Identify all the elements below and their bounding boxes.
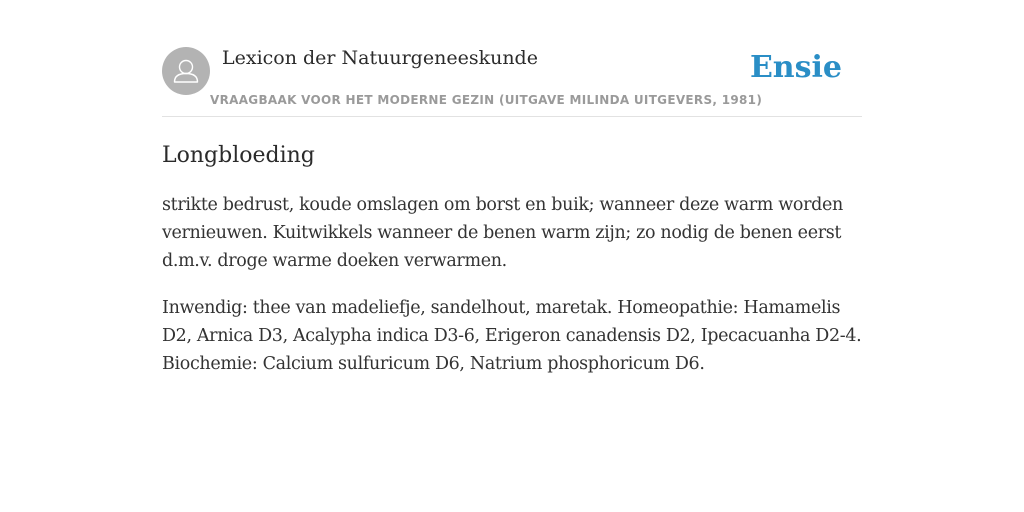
source-header — [162, 46, 862, 117]
entry-card — [162, 46, 862, 378]
entry-paragraph: strikte bedrust, koude omslagen om borst en buik; wanneer deze warm worden vernieuwen. Kuitwikkels wanneer de benen warm zijn; zo nodig de benen eerst d.m.v. droge warme doeken verwarmen. — [162, 195, 843, 272]
source-title[interactable]: Lexicon der Natuurgeneeskunde — [222, 47, 538, 69]
brand-logo-link[interactable]: Ensie — [749, 50, 842, 85]
entry-body — [162, 191, 862, 378]
user-silhouette-icon — [162, 47, 210, 95]
source-avatar[interactable] — [162, 47, 210, 95]
source-subtitle: VRAAGBAAK VOOR HET MODERNE GEZIN (UITGAVE MILINDA UITGEVERS, 1981) — [210, 93, 763, 107]
entry-paragraph: Inwendig: thee van madeliefje, sandelhout, maretak. Homeopathie: Hamamelis D2, Arnica D3, Acalypha indica D3-6, Erigeron canadensis D2, Ipecacuanha D2-4. Biochemie: Calcium sulfuricum D6, Natrium phosphoricum D6. — [162, 298, 862, 375]
entry-title: Longbloeding — [162, 143, 315, 168]
